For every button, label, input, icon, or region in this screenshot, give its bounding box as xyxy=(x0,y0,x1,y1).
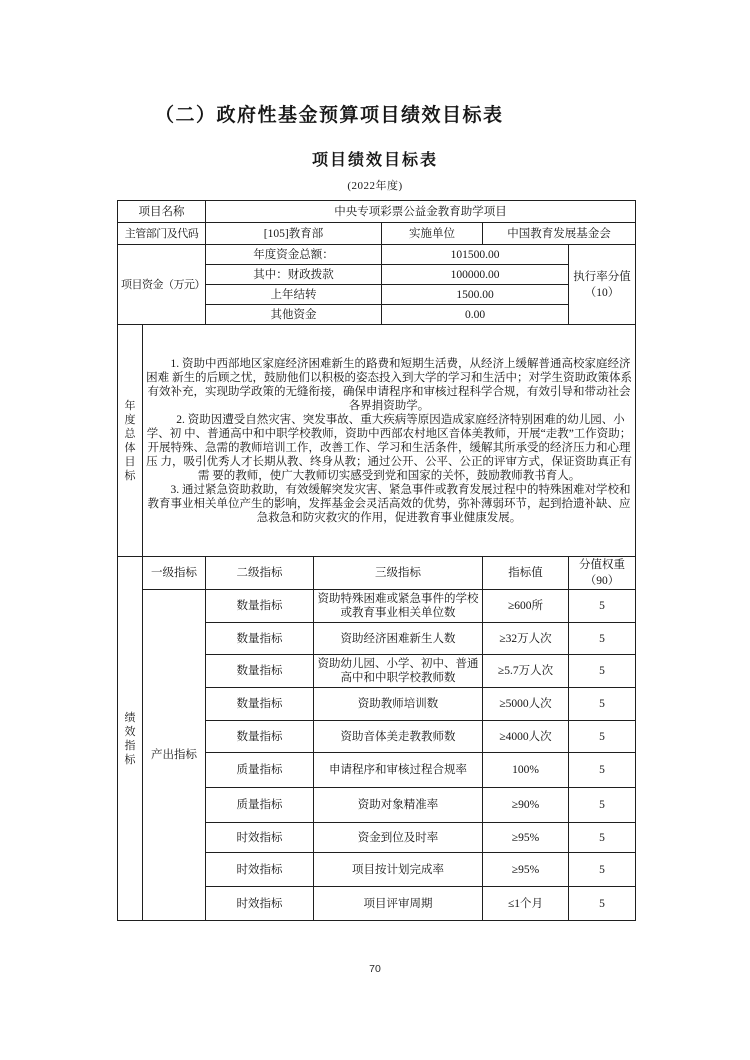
indicator-weight: 5 xyxy=(569,753,636,788)
funds-item-label: 上年结转 xyxy=(206,285,382,305)
indicator-value: ≥32万人次 xyxy=(483,623,569,655)
funds-item-label: 年度资金总额： xyxy=(206,245,382,265)
indicator-level3: 资助对象精准率 xyxy=(314,788,483,823)
funds-item-label: 其中：财政拨款 xyxy=(206,265,382,285)
funds-item-label: 其他资金 xyxy=(206,305,382,325)
indicator-level3: 项目按计划完成率 xyxy=(314,853,483,887)
table-row xyxy=(118,223,636,245)
department-label: 主管部门及代码 xyxy=(118,223,206,245)
indicator-level3: 资助音体美走教教师数 xyxy=(314,721,483,753)
indicator-level3: 资助幼儿园、小学、初中、普通高中和中职学校教师数 xyxy=(314,655,483,688)
funds-item-amount: 1500.00 xyxy=(382,285,569,305)
indicator-level2: 数量指标 xyxy=(206,655,314,688)
table-title: 项目绩效目标表 xyxy=(311,152,438,169)
indicator-level2: 数量指标 xyxy=(206,623,314,655)
table-header-row xyxy=(118,557,636,590)
indicator-weight: 5 xyxy=(569,887,636,921)
project-name-value: 中央专项彩票公益金教育助学项目 xyxy=(206,201,636,223)
indicator-level3: 资助经济困难新生人数 xyxy=(314,623,483,655)
indicator-level3: 项目评审周期 xyxy=(314,887,483,921)
indicator-level2: 数量指标 xyxy=(206,721,314,753)
annual-goal-label: 年度总体目标 xyxy=(118,325,143,557)
execution-rate-label xyxy=(569,245,636,325)
table-period: (2022年度) xyxy=(347,180,403,192)
indicator-level2: 数量指标 xyxy=(206,688,314,721)
indicator-weight: 5 xyxy=(569,590,636,623)
header-weight-line2: （90） xyxy=(584,575,620,587)
funds-item-amount: 100000.00 xyxy=(382,265,569,285)
indicator-level2: 时效指标 xyxy=(206,823,314,853)
indicator-weight: 5 xyxy=(569,853,636,887)
indicator-value: ≥5000人次 xyxy=(483,688,569,721)
indicator-value: ≥5.7万人次 xyxy=(483,655,569,688)
execution-rate-label-line1: 执行率分值 xyxy=(573,270,631,283)
header-level3: 三级指标 xyxy=(314,557,483,590)
indicator-level2: 时效指标 xyxy=(206,853,314,887)
table-row xyxy=(118,201,636,223)
project-name-label: 项目名称 xyxy=(118,201,206,223)
indicator-weight: 5 xyxy=(569,655,636,688)
annual-goal-content xyxy=(143,325,636,557)
indicator-value: ≥4000人次 xyxy=(483,721,569,753)
indicator-value: ≥90% xyxy=(483,788,569,823)
indicator-value: ≥95% xyxy=(483,853,569,887)
header-value: 指标值 xyxy=(483,557,569,590)
header-level1: 一级指标 xyxy=(143,557,206,590)
indicator-level3: 资助教师培训数 xyxy=(314,688,483,721)
department-value: [105]教育部 xyxy=(206,223,382,245)
implement-unit-value: 中国教育发展基金会 xyxy=(483,223,636,245)
indicator-weight: 5 xyxy=(569,623,636,655)
indicator-level2: 质量指标 xyxy=(206,753,314,788)
indicator-level3: 资金到位及时率 xyxy=(314,823,483,853)
funds-label: 项目资金（万元） xyxy=(118,245,206,325)
indicator-value: 100% xyxy=(483,753,569,788)
annual-goal-paragraph: 1. 资助中西部地区家庭经济困难新生的路费和短期生活费，从经济上缓解普通高校家庭经济困难 新生的后顾之忧，鼓励他们以积极的姿态投入到大学的学习和生活中；对学生资助政策体系有效补充，实现助学政策的无缝衔接，确保申请程序和审核过程科学合规，有效引导和带动社会各界捐资助学。 xyxy=(146,357,632,412)
level1-group-label: 产出指标 xyxy=(143,590,206,921)
indicator-level3: 申请程序和审核过程合规率 xyxy=(314,753,483,788)
indicator-level2: 数量指标 xyxy=(206,590,314,623)
page-number: 70 xyxy=(369,963,381,975)
indicator-row xyxy=(118,590,636,623)
header-weight xyxy=(569,557,636,590)
annual-goal-paragraph: 3. 通过紧急资助救助，有效缓解突发灾害、紧急事件或教育发展过程中的特殊困难对学校和教育事业相关单位产生的影响，发挥基金会灵活高效的优势，弥补薄弱环节，起到拾遗补缺、应急救急和防灾救灾的作用，促进教育事业健康发展。 xyxy=(147,483,631,524)
execution-rate-label-line2: （10） xyxy=(584,286,620,299)
header-weight-line1: 分值权重 xyxy=(579,559,626,571)
indicator-weight: 5 xyxy=(569,721,636,753)
indicator-level2: 时效指标 xyxy=(206,887,314,921)
indicator-weight: 5 xyxy=(569,688,636,721)
section-heading: （二）政府性基金预算项目绩效目标表 xyxy=(155,105,504,126)
table-row xyxy=(118,245,636,265)
performance-group-label: 绩效指标 xyxy=(118,557,143,921)
indicator-level3: 资助特殊困难或紧急事件的学校或教育事业相关单位数 xyxy=(314,590,483,623)
funds-item-amount: 101500.00 xyxy=(382,245,569,265)
indicator-value: ≥600所 xyxy=(483,590,569,623)
indicator-level2: 质量指标 xyxy=(206,788,314,823)
funds-item-amount: 0.00 xyxy=(382,305,569,325)
header-level2: 二级指标 xyxy=(206,557,314,590)
indicator-weight: 5 xyxy=(569,823,636,853)
indicator-value: ≥95% xyxy=(483,823,569,853)
implement-unit-label: 实施单位 xyxy=(382,223,483,245)
indicator-weight: 5 xyxy=(569,788,636,823)
indicator-value: ≤1个月 xyxy=(483,887,569,921)
performance-target-table xyxy=(117,200,636,921)
annual-goal-paragraph: 2. 资助因遭受自然灾害、突发事故、重大疾病等原因造成家庭经济特别困难的幼儿园、小学、初 中、普通高中和中职学校教师，资助中西部农村地区音体美教师，开展“走教”工作资助；开展特殊、急需的教师培训工作，改善工作、学习和生活条件，缓解其所承受的经济压力和心理压 力，吸引优秀人才长期从教、终身从教；通过公开、公平、公正的评审方式，保证资助真正有需 要的教师，使广大教师切实感受到党和国家的关怀，鼓励教师教书育人。 xyxy=(146,413,632,482)
table-row xyxy=(118,325,636,557)
